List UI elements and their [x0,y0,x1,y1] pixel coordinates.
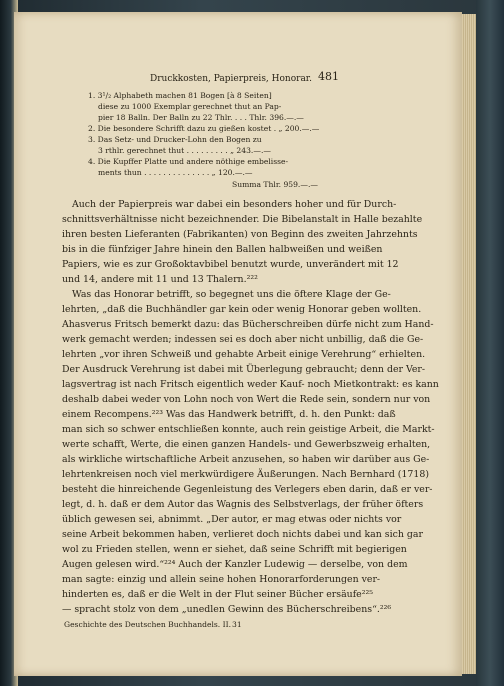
cost-table-line: 3. Das Setz- und Drucker-Lohn den Bogen zu [88,135,262,144]
text-line: werte schafft, Werte, die einen ganzen Handels- und Gewerbszweig erhalten, [62,439,431,450]
sheet-number: 31 [232,620,242,629]
text-line: man sagte: einzig und allein seine hohen Honorarforderungen ver- [62,574,381,585]
text-line: seine Arbeit bekommen haben, verlieret doch nichts dabei und kan sich gar [62,529,423,540]
running-header: Druckkosten, Papierpreis, Honorar. [150,74,312,84]
cost-table-line: 1. 3¹/₂ Alphabeth machen 81 Bogen [à 8 Seiten] [88,91,272,100]
text-line: hinderten es, daß er die Welt in der Flut seiner Bücher ersäufe²²⁵ [62,589,373,600]
text-line: wol zu Frieden stellen, wenn er siehet, daß seine Schrifft mit begierigen [62,544,407,555]
cost-table-line: 4. Die Kupffer Platte und andere nöthige embelisse- [88,157,289,166]
cost-table-total: Summa Thlr. 959.—.— [232,180,318,189]
signature-line: Geschichte des Deutschen Buchhandels. II. [64,620,232,629]
text-line: Ahasverus Fritsch bemerkt dazu: das Bücherschreiben dürfe nicht zum Hand- [62,319,434,330]
cost-table-line: diese zu 1000 Exemplar gerechnet thut an Pap- [98,102,282,111]
text-line: lagsvertrag ist nach Fritsch eigentlich weder Kauf- noch Mietkontrakt: es kann [62,379,439,390]
page-number: 481 [318,70,339,83]
text-line: Augen gelesen wird.“²²⁴ Auch der Kanzler Ludewig — derselbe, von dem [62,559,408,570]
cost-table-line: ments thun . . . . . . . . . . . . . . „ 120.—.— [98,168,253,177]
text-line: üblich gewesen sei, abnimmt. „Der autor, er mag etwas oder nichts vor [62,514,402,525]
text-line: lehrtenkreisen noch viel merkwürdigere Äußerungen. Nach Bernhard (1718) [62,469,429,480]
text-line: besteht die hinreichende Gegenleistung des Verlegers eben darin, daß er ver- [62,484,433,495]
text-line: lehrten „vor ihren Schweiß und gehabte Arbeit einige Verehrung“ erhielten. [62,349,426,360]
cost-table-line: pier 18 Balln. Der Balln zu 22 Thlr. . . . Thlr. 396.—.— [98,113,304,122]
text-line: ihren besten Lieferanten (Fabrikanten) von Beginn des zweiten Jahrzehnts [62,229,418,240]
text-line: als wirkliche wirtschaftliche Arbeit anzusehen, so haben wir darüber aus Ge- [62,454,430,465]
text-line: werk gemacht werden; indessen sei es doch aber nicht unbillig, daß die Ge- [62,334,424,345]
cost-table-line: 2. Die besondere Schrifft dazu zu gießen kostet . „ 200.—.— [88,124,320,133]
text-line: lehrten, „daß die Buchhändler gar kein oder wenig Honorar geben wollten. [62,304,422,315]
book-spine [476,0,504,686]
text-line: deshalb dabei weder von Lohn noch von Wert die Rede sein, sondern nur von [62,394,431,405]
text-line: bis in die fünfziger Jahre hinein den Ballen halbweißen und weißen [62,244,383,255]
text-line: legt, d. h. daß er dem Autor das Wagnis des Selbstverlags, der früher öfters [62,499,424,510]
text-line: Was das Honorar betrifft, so begegnet uns die öftere Klage der Ge- [72,289,391,300]
text-line: man sich so schwer entschließen konnte, auch rein geistige Arbeit, die Markt- [62,424,435,435]
text-line: Auch der Papierpreis war dabei ein besonders hoher und für Durch- [72,199,397,210]
text-line: Papiers, wie es zur Großoktavbibel benutzt wurde, unverändert mit 12 [62,259,399,270]
cost-table-line: 3 rthlr. gerechnet thut . . . . . . . . . „ 243.—.— [98,146,271,155]
text-line: schnittsverhältnisse nicht bezeichnender. Die Bibelanstalt in Halle bezahlte [62,214,423,225]
text-line: einem Recompens.²²³ Was das Handwerk betrifft, d. h. den Punkt: daß [62,409,396,420]
text-line: und 14, andere mit 11 und 13 Thalern.²²² [62,274,258,285]
text-line: — spracht stolz von dem „unedlen Gewinn des Bücherschreibens“.²²⁶ [62,604,392,615]
text-line: Der Ausdruck Verehrung ist dabei mit Überlegung gebraucht; denn der Ver- [62,364,426,375]
page-stack-edge [462,14,476,674]
